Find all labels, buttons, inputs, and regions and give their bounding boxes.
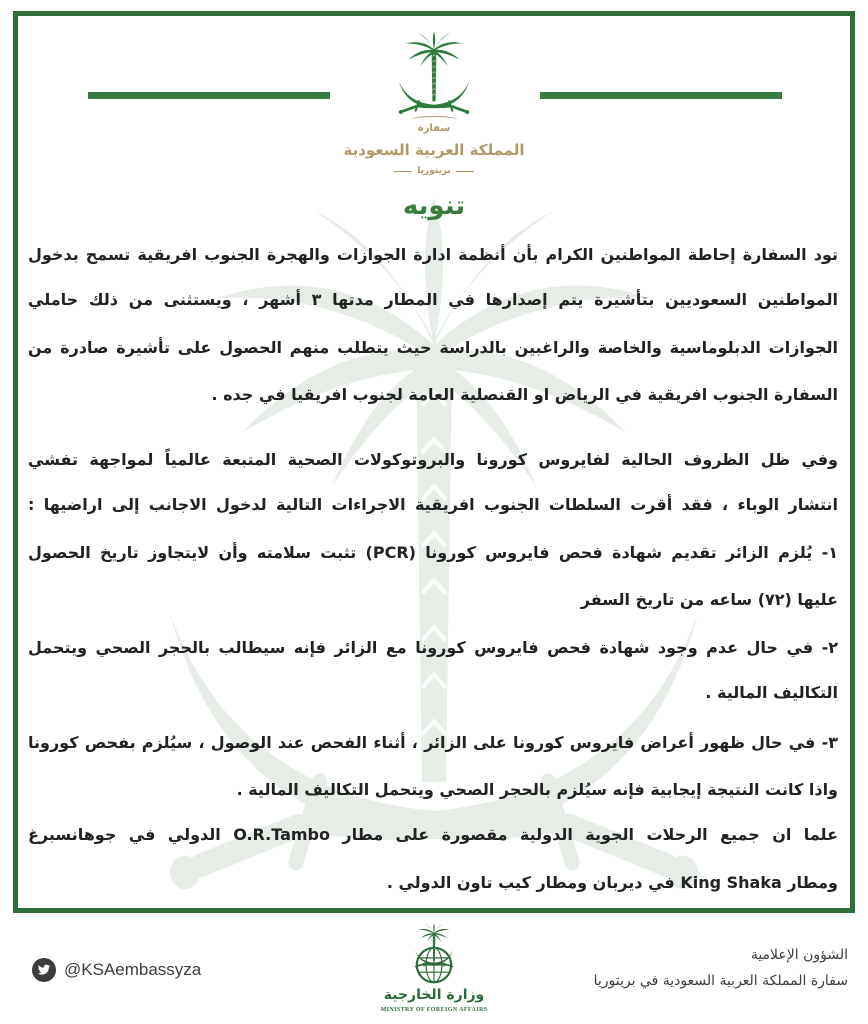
- saudi-emblem-icon: [394, 30, 474, 116]
- measure-1-line-2: عليها (٧٢) ساعه من تاريخ السفر: [580, 590, 838, 609]
- embassy-name: سفارة المملكة العربية السعودية في بريتوريا: [593, 973, 848, 989]
- ministry-english-name: MINISTRY OF FOREIGN AFFAIRS: [380, 1007, 488, 1013]
- seal-bottom-row: [334, 165, 534, 177]
- measure-1-line-1: ١- يُلزم الزائر تقديم شهادة فحص فايروس كورونا (PCR) تثبت سلامته وأن لايتجاوز تاريخ الحصول: [28, 543, 839, 562]
- closing-line-2: ومطار King Shaka في ديربان ومطار كيب تاون الدولي .: [386, 873, 838, 892]
- ministry-emblem-icon: [398, 922, 470, 988]
- embassy-seal: [334, 114, 534, 180]
- closing-line-1: علما ان جميع الرحلات الجوية الدولية مقصورة على مطار O.R.Tambo الدولي في جوهانسبرغ: [28, 825, 838, 844]
- header-bar-right: [540, 92, 782, 99]
- department-name: الشؤون الإعلامية: [750, 947, 848, 963]
- context-line-2: انتشار الوباء ، فقد أقرت السلطات الجنوب افريقية الاجراءات التالية لدخول الاجانب إلى اراضيها :: [28, 495, 838, 514]
- intro-line-2: المواطنين السعوديين بتأشيرة يتم إصدارها في المطار مدتها ٣ أشهر ، ويستثنى من ذلك حاملي: [28, 290, 838, 309]
- ministry-arabic-name: وزارة الخارجية: [383, 987, 485, 1003]
- seal-main-text: المملكة العربية السعودية: [343, 141, 525, 159]
- measure-2-line-1: ٢- في حال عدم وجود شهادة فحص فايروس كورونا مع الزائر فإنه سيطالب بالحجر الصحي ويتحمل: [28, 638, 838, 657]
- intro-line-3: الجوازات الدبلوماسية والخاصة والراغبين بالدراسة حيث يتطلب منهم الحصول على تأشيرة صادرة من: [28, 338, 838, 357]
- measure-2-line-2: التكاليف المالية .: [705, 683, 838, 702]
- measure-3-line-2: واذا كانت النتيجة إيجابية فإنه سيُلزم بالحجر الصحي ويتحمل التكاليف المالية .: [236, 780, 838, 799]
- seal-top-text: سفارة: [417, 123, 451, 134]
- header-bar-left: [88, 92, 330, 99]
- context-line-1: وفي ظل الظروف الحالية لفايروس كورونا والبروتوكولات الصحية المتبعة عالمياً لمواجهة تفشي: [28, 450, 838, 469]
- intro-line-4: السفارة الجنوب افريقية في الرياض او القنصلية العامة لجنوب افريقيا في جده .: [211, 385, 838, 404]
- page-title: تنويه: [402, 191, 466, 221]
- seal-bottom-text: بريتوريا: [417, 166, 451, 176]
- measure-3-line-1: ٣- في حال ظهور أعراض فايروس كورونا على الزائر ، أثناء الفحص عند الوصول ، سيُلزم بفحص كورونا: [28, 733, 838, 752]
- twitter-icon: [32, 958, 56, 982]
- intro-line-1: تود السفارة إحاطة المواطنين الكرام بأن أنظمة ادارة الجوازات والهجرة الجنوب افريقية تسمح بدخول: [28, 245, 838, 264]
- twitter-handle: @KSAembassyza: [64, 960, 202, 979]
- seal-ornament: [411, 116, 457, 123]
